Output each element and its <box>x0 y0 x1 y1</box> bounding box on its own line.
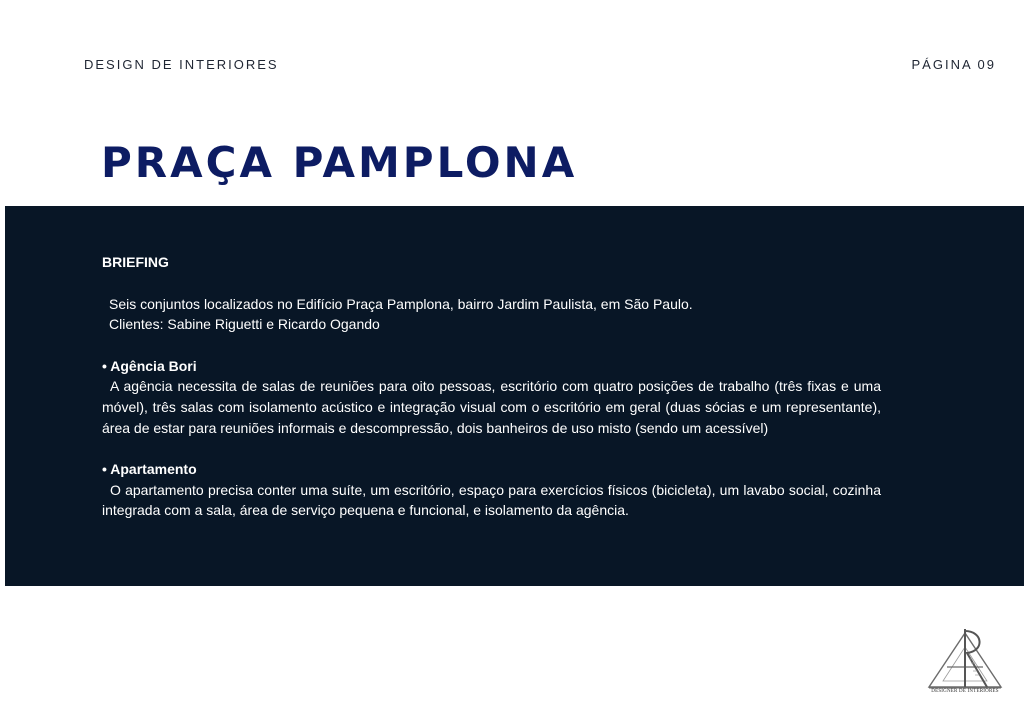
briefing-item-agencia <box>102 356 881 438</box>
intro-line: Clientes: Sabine Riguetti e Ricardo Ogando <box>109 316 380 333</box>
logo-caption: DESIGNER DE INTERIORES <box>931 689 999 694</box>
intro-line: Seis conjuntos localizados no Edifício Praça Pamplona, bairro Jardim Paulista, em São Paulo. <box>109 295 693 312</box>
header-section-label: DESIGN DE INTERIORES <box>84 57 279 72</box>
item-body: A agência necessita de salas de reuniões para oito pessoas, escritório com quatro posições de trabalho (três fixas e uma móvel), três salas com isolamento acústico e integração visual com o escritório em geral (duas sócias e um representante), área de estar para reuniões informais e descompressão, dois banheiros de uso misto (sendo um acessível) <box>102 378 881 436</box>
brand-logo <box>925 625 1005 697</box>
briefing-heading: BRIEFING <box>102 254 169 270</box>
item-body: O apartamento precisa conter uma suíte, um escritório, espaço para exercícios físicos (bicicleta), um lavabo social, cozinha integrada com a sala, área de serviço pequena e funcional, e isolamento da agência. <box>102 481 881 519</box>
page-title: PRAÇA PAMPLONA <box>101 138 578 187</box>
briefing-item-apartamento <box>102 459 881 521</box>
item-title: • Apartamento <box>102 461 197 478</box>
briefing-intro <box>102 294 881 335</box>
briefing-content <box>102 252 881 542</box>
ar-monogram-icon <box>925 625 1005 691</box>
item-title: • Agência Bori <box>102 357 197 374</box>
page-number: PÁGINA 09 <box>911 57 996 72</box>
briefing-panel <box>5 206 1024 586</box>
